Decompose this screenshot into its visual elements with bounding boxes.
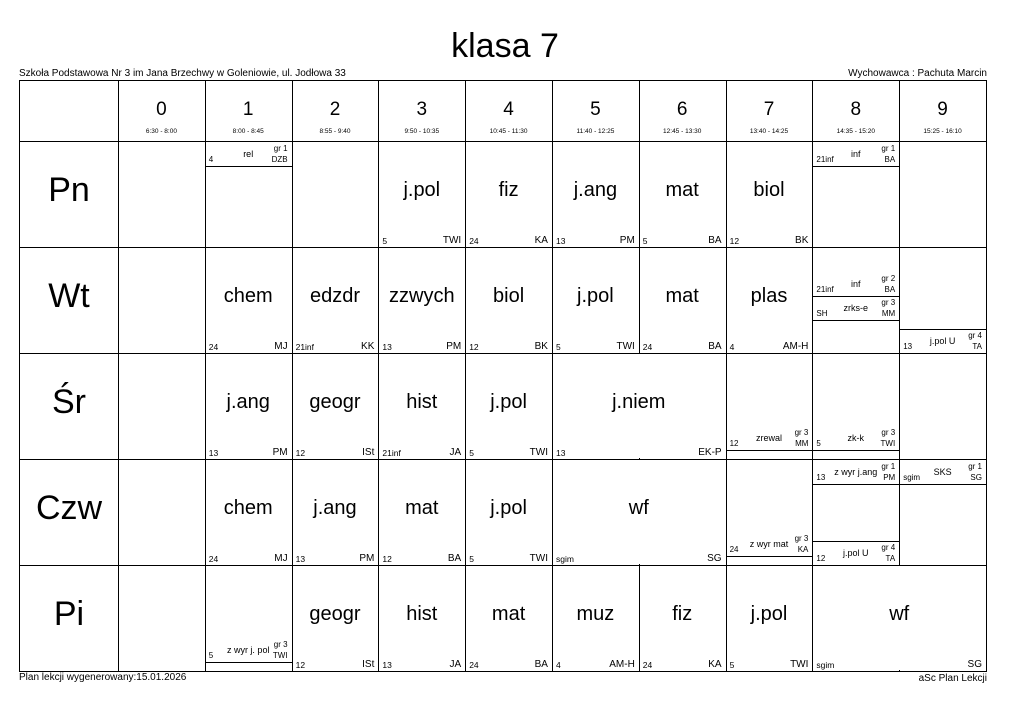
lesson-cell[interactable] bbox=[552, 565, 639, 671]
day-name: Śr bbox=[52, 383, 86, 421]
lesson-room: 21inf bbox=[816, 285, 834, 294]
group-label: gr 3 bbox=[794, 534, 809, 543]
lesson-subject: mat bbox=[665, 179, 699, 201]
lesson-teacher: TWI bbox=[272, 651, 288, 660]
lesson-subject: zk-k bbox=[847, 433, 865, 443]
group-lesson-cell[interactable] bbox=[205, 639, 292, 663]
lesson-room: 12 bbox=[295, 448, 306, 458]
period-number: 2 bbox=[329, 99, 341, 120]
lesson-teacher: ISt bbox=[362, 659, 375, 670]
day-name: Pn bbox=[48, 171, 90, 209]
lesson-subject: j.pol bbox=[577, 285, 614, 307]
lesson-cell[interactable] bbox=[465, 459, 552, 565]
lesson-teacher: MJ bbox=[274, 341, 288, 352]
lesson-cell[interactable] bbox=[292, 459, 379, 565]
lesson-room: 5 bbox=[208, 651, 214, 660]
lesson-teacher: KA bbox=[534, 235, 548, 246]
lesson-teacher: AM-H bbox=[782, 341, 809, 352]
day-name: Czw bbox=[35, 489, 103, 527]
lesson-teacher: MJ bbox=[274, 553, 288, 564]
lesson-subject: fiz bbox=[498, 179, 519, 201]
lesson-room: 5 bbox=[469, 448, 474, 458]
period-time: 9:50 - 10:35 bbox=[404, 128, 440, 135]
lesson-teacher: AM-H bbox=[609, 659, 635, 670]
class-teacher: Wychowawca : Pachuta Marcin bbox=[848, 68, 987, 79]
lesson-room: 13 bbox=[556, 236, 566, 246]
group-lesson-cell[interactable] bbox=[812, 541, 899, 565]
period-time: 10:45 - 11:30 bbox=[489, 128, 528, 135]
lesson-cell[interactable] bbox=[465, 141, 552, 247]
lesson-teacher: BA bbox=[884, 285, 896, 294]
lesson-subject: z wyr mat bbox=[749, 539, 789, 549]
lesson-subject: SKS bbox=[933, 467, 952, 477]
lesson-subject: inf bbox=[851, 279, 861, 289]
lesson-room: 12 bbox=[729, 236, 740, 246]
group-lesson-cell[interactable] bbox=[812, 273, 899, 297]
lesson-teacher: BA bbox=[534, 659, 548, 670]
generator-credit: aSc Plan Lekcji bbox=[918, 673, 987, 684]
lesson-cell[interactable] bbox=[726, 141, 813, 247]
lesson-room: 5 bbox=[556, 342, 561, 352]
lesson-room: 21inf bbox=[816, 155, 834, 164]
lesson-teacher: KA bbox=[797, 545, 809, 554]
lesson-cell[interactable] bbox=[205, 459, 292, 565]
lesson-teacher: TWI bbox=[529, 447, 548, 458]
lesson-room: sgim bbox=[816, 660, 835, 670]
lesson-subject: mat bbox=[665, 285, 699, 307]
lesson-cell[interactable] bbox=[292, 353, 379, 459]
lesson-teacher: BA bbox=[708, 341, 722, 352]
lesson-subject: geogr bbox=[309, 603, 361, 625]
lesson-room: 13 bbox=[816, 473, 826, 482]
lesson-room: 4 bbox=[729, 342, 735, 352]
group-lesson-cell[interactable] bbox=[205, 143, 292, 167]
lesson-subject: biol bbox=[753, 179, 785, 201]
lesson-room: 4 bbox=[208, 155, 214, 164]
group-lesson-cell[interactable] bbox=[726, 427, 813, 451]
group-label: gr 3 bbox=[273, 640, 288, 649]
lesson-subject: zrewal bbox=[755, 433, 782, 443]
lesson-subject: geogr bbox=[309, 391, 361, 413]
lesson-cell[interactable] bbox=[465, 565, 552, 671]
lesson-room: 13 bbox=[382, 660, 392, 670]
lesson-teacher: ISt bbox=[362, 447, 375, 458]
lesson-cell[interactable] bbox=[292, 565, 379, 671]
lesson-room: 24 bbox=[208, 342, 219, 352]
lesson-room: 5 bbox=[469, 554, 474, 564]
lesson-teacher: KA bbox=[708, 659, 722, 670]
lesson-subject: j.ang bbox=[313, 497, 357, 519]
lesson-teacher: SG bbox=[967, 659, 982, 670]
lesson-room: 12 bbox=[729, 439, 739, 448]
lesson-room: 24 bbox=[469, 660, 479, 670]
lesson-teacher: DZB bbox=[271, 155, 288, 164]
lesson-cell[interactable] bbox=[639, 141, 726, 247]
lesson-subject: j.niem bbox=[612, 391, 666, 413]
group-label: gr 1 bbox=[273, 144, 288, 153]
lesson-cell[interactable] bbox=[726, 565, 813, 671]
group-label: gr 1 bbox=[881, 144, 896, 153]
lesson-room: 21inf bbox=[295, 342, 315, 352]
lesson-subject: fiz bbox=[672, 603, 693, 625]
lesson-teacher: PM bbox=[883, 473, 896, 482]
lesson-cell[interactable] bbox=[292, 247, 379, 353]
lesson-room: 24 bbox=[208, 554, 219, 564]
lesson-room: 5 bbox=[729, 660, 735, 670]
period-number: 9 bbox=[937, 99, 948, 120]
group-label: gr 1 bbox=[881, 462, 896, 471]
lesson-room: 5 bbox=[816, 439, 821, 448]
lesson-teacher: EK-P bbox=[698, 447, 722, 458]
lesson-room: 13 bbox=[295, 554, 306, 564]
lesson-subject: zrks-e bbox=[843, 303, 869, 313]
group-label: gr 2 bbox=[881, 274, 896, 283]
lesson-cell[interactable] bbox=[378, 141, 465, 247]
lesson-cell[interactable] bbox=[812, 565, 986, 671]
group-lesson-cell[interactable] bbox=[899, 329, 986, 353]
lesson-cell[interactable] bbox=[465, 353, 552, 459]
group-lesson-cell[interactable] bbox=[812, 461, 899, 485]
school-name: Szkoła Podstawowa Nr 3 im Jana Brzechwy w Goleniowie, ul. Jodłowa 33 bbox=[19, 68, 346, 79]
period-number: 6 bbox=[676, 99, 688, 120]
lesson-teacher: SG bbox=[970, 473, 982, 482]
lesson-room: 24 bbox=[642, 660, 653, 670]
lesson-cell[interactable] bbox=[205, 353, 292, 459]
lesson-subject: j.pol bbox=[403, 179, 441, 201]
lesson-teacher: JA bbox=[449, 659, 462, 670]
lesson-cell[interactable] bbox=[552, 353, 726, 459]
lesson-subject: wf bbox=[628, 497, 649, 519]
lesson-room: 12 bbox=[295, 660, 306, 670]
lesson-cell[interactable] bbox=[552, 247, 639, 353]
period-number: 5 bbox=[590, 99, 601, 120]
lesson-teacher: PM bbox=[446, 341, 462, 352]
group-label: gr 3 bbox=[881, 298, 896, 307]
lesson-teacher: BK bbox=[795, 235, 809, 246]
period-time: 14:35 - 15:20 bbox=[836, 128, 875, 135]
lesson-subject: rel bbox=[243, 149, 254, 159]
lesson-room: 4 bbox=[556, 660, 561, 670]
lesson-cell[interactable] bbox=[639, 247, 726, 353]
group-lesson-cell[interactable] bbox=[726, 533, 813, 557]
lesson-teacher: BA bbox=[447, 553, 462, 564]
lesson-room: 21inf bbox=[382, 448, 401, 458]
generated-date: Plan lekcji wygenerowany:15.01.2026 bbox=[19, 672, 187, 683]
lesson-subject: hist bbox=[406, 603, 438, 625]
lesson-subject: j.pol bbox=[490, 497, 527, 519]
period-time: 12:45 - 13:30 bbox=[663, 128, 702, 135]
lesson-cell[interactable] bbox=[205, 247, 292, 353]
lesson-cell[interactable] bbox=[378, 459, 465, 565]
lesson-subject: j.pol U bbox=[929, 336, 956, 346]
lesson-room: 5 bbox=[382, 236, 388, 246]
lesson-room: SH bbox=[816, 309, 828, 318]
lesson-subject: muz bbox=[576, 603, 615, 625]
lesson-subject: zzwych bbox=[389, 285, 455, 307]
lesson-subject: chem bbox=[223, 285, 273, 307]
lesson-room: 24 bbox=[642, 342, 653, 352]
lesson-room: 13 bbox=[903, 342, 913, 351]
lesson-teacher: PM bbox=[619, 235, 635, 246]
lesson-room: 12 bbox=[469, 342, 479, 352]
lesson-cell[interactable] bbox=[378, 353, 465, 459]
lesson-room: 24 bbox=[469, 236, 479, 246]
lesson-teacher: PM bbox=[272, 447, 288, 458]
period-time: 8:55 - 9:40 bbox=[319, 128, 351, 135]
lesson-teacher: KK bbox=[361, 341, 375, 352]
group-label: gr 1 bbox=[968, 462, 982, 471]
column-divider bbox=[118, 81, 119, 671]
lesson-room: 13 bbox=[382, 342, 392, 352]
lesson-room: sgim bbox=[556, 554, 574, 564]
group-lesson-cell[interactable] bbox=[812, 297, 899, 321]
lesson-room: 13 bbox=[556, 448, 566, 458]
period-time: 8:00 - 8:45 bbox=[232, 128, 264, 135]
lesson-teacher: TWI bbox=[790, 659, 809, 670]
day-name: Pi bbox=[53, 595, 85, 633]
page-title: klasa 7 bbox=[451, 27, 559, 65]
lesson-teacher: BK bbox=[534, 341, 548, 352]
lesson-teacher: PM bbox=[359, 553, 375, 564]
lesson-subject: j.pol U bbox=[843, 548, 869, 558]
period-number: 0 bbox=[156, 99, 167, 120]
lesson-cell[interactable] bbox=[378, 247, 465, 353]
lesson-cell[interactable] bbox=[378, 565, 465, 671]
lesson-subject: wf bbox=[889, 603, 910, 625]
lesson-subject: edzdr bbox=[309, 285, 360, 307]
lesson-subject: mat bbox=[491, 603, 526, 625]
group-lesson-cell[interactable] bbox=[899, 461, 986, 485]
period-number: 1 bbox=[242, 99, 254, 120]
lesson-cell[interactable] bbox=[552, 141, 639, 247]
lesson-teacher: TWI bbox=[616, 341, 635, 352]
period-time: 15:25 - 16:10 bbox=[923, 128, 962, 135]
period-time: 6:30 - 8:00 bbox=[145, 128, 177, 135]
lesson-subject: chem bbox=[223, 497, 273, 519]
lesson-room: 24 bbox=[729, 545, 739, 554]
group-label: gr 4 bbox=[968, 331, 982, 340]
lesson-room: 12 bbox=[816, 554, 826, 563]
lesson-subject: mat bbox=[405, 497, 439, 519]
timetable-grid bbox=[19, 80, 987, 672]
lesson-room: 5 bbox=[642, 236, 648, 246]
lesson-teacher: MM bbox=[795, 439, 809, 448]
lesson-subject: z wyr j. pol bbox=[226, 645, 270, 655]
lesson-cell[interactable] bbox=[465, 247, 552, 353]
lesson-teacher: TA bbox=[972, 342, 982, 351]
period-number: 8 bbox=[850, 99, 862, 120]
period-number: 3 bbox=[416, 99, 428, 120]
lesson-cell[interactable] bbox=[552, 459, 726, 565]
group-label: gr 4 bbox=[881, 543, 896, 552]
period-time: 11:40 - 12:25 bbox=[576, 128, 615, 135]
lesson-teacher: TA bbox=[885, 554, 896, 563]
lesson-subject: z wyr j.ang bbox=[834, 467, 878, 477]
day-name: Wt bbox=[48, 277, 90, 315]
lesson-teacher: BA bbox=[708, 235, 722, 246]
lesson-cell[interactable] bbox=[639, 565, 726, 671]
period-number: 7 bbox=[763, 99, 775, 120]
lesson-teacher: BA bbox=[884, 155, 896, 164]
lesson-cell[interactable] bbox=[726, 247, 813, 353]
lesson-subject: j.ang bbox=[226, 391, 270, 413]
lesson-teacher: TWI bbox=[880, 439, 896, 448]
period-number: 4 bbox=[503, 99, 514, 120]
lesson-teacher: JA bbox=[449, 447, 462, 458]
lesson-room: 12 bbox=[382, 554, 392, 564]
period-time: 13:40 - 14:25 bbox=[749, 128, 789, 135]
lesson-room: sgim bbox=[903, 473, 921, 482]
group-label: gr 3 bbox=[881, 428, 896, 437]
lesson-teacher: TWI bbox=[442, 235, 462, 246]
group-label: gr 3 bbox=[794, 428, 809, 437]
lesson-subject: inf bbox=[851, 149, 861, 159]
lesson-subject: plas bbox=[750, 285, 788, 307]
lesson-teacher: MM bbox=[881, 309, 896, 318]
group-lesson-cell[interactable] bbox=[812, 143, 899, 167]
lesson-teacher: SG bbox=[707, 553, 722, 564]
lesson-teacher: TWI bbox=[529, 553, 548, 564]
lesson-subject: j.pol bbox=[750, 603, 788, 625]
lesson-subject: hist bbox=[406, 391, 438, 413]
lesson-subject: j.ang bbox=[573, 179, 618, 201]
lesson-subject: j.pol bbox=[490, 391, 527, 413]
group-lesson-cell[interactable] bbox=[812, 427, 899, 451]
lesson-subject: biol bbox=[493, 285, 525, 307]
lesson-room: 13 bbox=[208, 448, 219, 458]
